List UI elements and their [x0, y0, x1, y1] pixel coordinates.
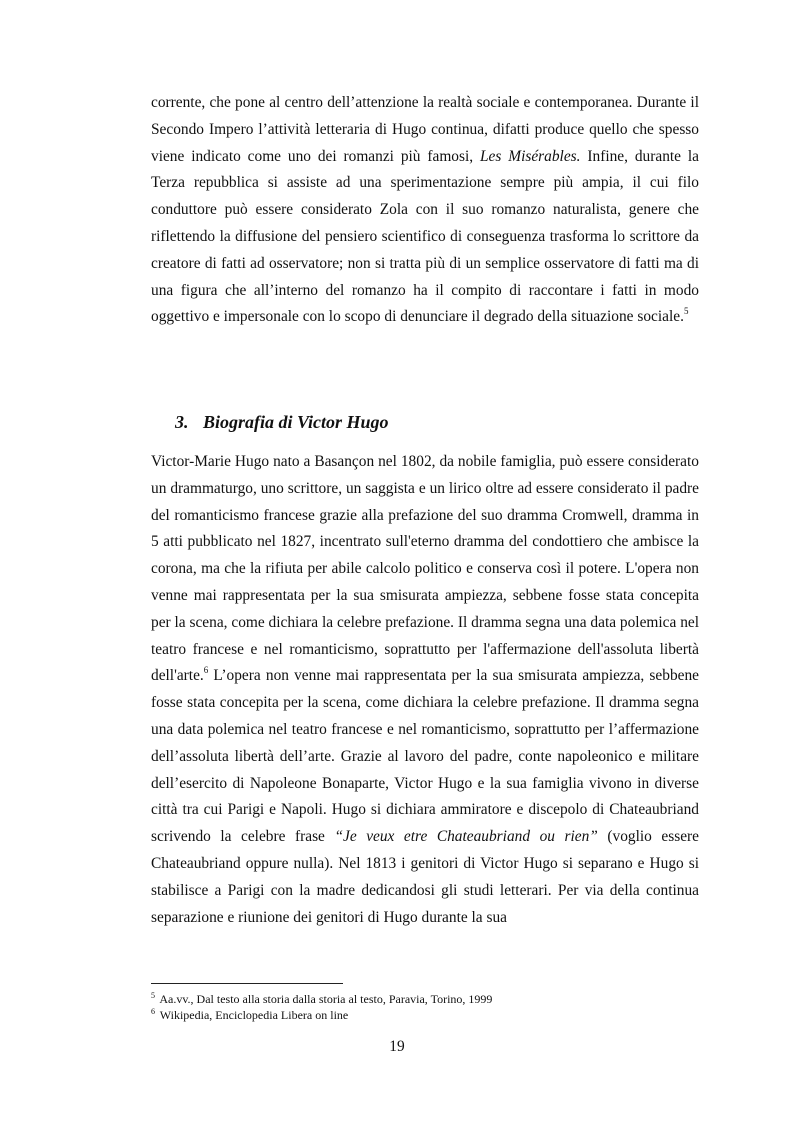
footnotes — [151, 991, 699, 1023]
footnote-marker: 6 — [151, 1007, 155, 1016]
section-number: 3. — [175, 412, 189, 432]
footnote-text: Aa.vv., Dal testo alla storia dalla storia al testo, Paravia, Torino, 1999 — [157, 992, 493, 1006]
paragraph-text: (voglio essere Chateaubriand oppure nulla). Nel 1813 i genitori di Victor Hugo si separano e Hugo si stabilisce a Parigi con la madre dedicandosi gli studi letterari. Per via della continua separazione e riunione dei genitori di Hugo durante la sua — [151, 828, 699, 926]
quote: “Je veux etre Chateaubriand ou rien” — [334, 828, 598, 846]
body-paragraph — [151, 449, 699, 931]
paragraph-text: Infine, durante la Terza repubblica si assiste ad una sperimentazione sempre più ampia, il cui filo conduttore può essere considerato Zola con il suo romanzo naturalista, genere che riflettendo la diffusione del pensiero scientifico di conseguenza trasforma lo scrittore da creatore di fatti ad osservatore; non si tratta più di un semplice osservatore di fatti ma di una figura che all’interno del romanzo ha il compito di raccontare i fatti in modo oggettivo e impersonale con lo scopo di denunciare il degrado della situazione sociale. — [151, 147, 699, 326]
paragraph-text: L’opera non venne mai rappresentata per la sua smisurata ampiezza, sebbene fosse stata concepita per la scena, come dichiara la celebre prefazione. Il dramma segna una data polemica nel teatro francese e nel romanticismo, soprattutto per l’affermazione dell’assoluta libertà dell’arte. Grazie al lavoro del padre, conte napoleonico e militare dell’esercito di Napoleone Bonaparte, Victor Hugo e la sua famiglia vivono in diverse città tra cui Parigi e Napoli. Hugo si dichiara ammiratore e discepolo di Chateaubriand scrivendo la celebre frase — [151, 667, 699, 846]
section-heading — [175, 407, 389, 437]
footnote-reference[interactable]: 5 — [683, 306, 689, 317]
page-number: 19 — [389, 1038, 405, 1055]
paragraph-text: corrente, che pone al centro dell’attenzione la realtà sociale e contemporanea. Durante il Secondo Impero l’attività letteraria di Hugo continua, difatti produce quello che spesso viene indicato come uno dei romanzi più famosi, — [151, 94, 699, 165]
book-title: Les Misérables. — [479, 147, 581, 165]
section-title: Biografia di Victor Hugo — [203, 412, 389, 432]
footnote-reference[interactable]: 6 — [203, 665, 209, 676]
footnote — [151, 1007, 699, 1023]
footnote-text: Wikipedia, Enciclopedia Libera on line — [157, 1008, 349, 1022]
footnote-separator — [151, 983, 343, 984]
footnote — [151, 991, 699, 1007]
paragraph-text: Victor-Marie Hugo nato a Basançon nel 1802, da nobile famiglia, può essere considerato un drammaturgo, uno scrittore, un saggista e un lirico oltre ad essere considerato il padre del romanticismo francese grazie alla prefazione del suo dramma Cromwell, dramma in 5 atti pubblicato nel 1827, incentrato sull'eterno dramma del condottiero che ambisce la corona, ma che la rifiuta per abile calcolo politico e conserva così il potere. L'opera non venne mai rappresentata per la sua smisurata ampiezza, sebbene fosse stata concepita per la scena, come dichiara la celebre prefazione. Il dramma segna una data polemica nel teatro francese e nel romanticismo, soprattutto per l'affermazione dell'assoluta libertà dell'arte. — [151, 453, 699, 685]
body-paragraph — [151, 90, 699, 331]
footnote-marker: 5 — [151, 991, 155, 1000]
